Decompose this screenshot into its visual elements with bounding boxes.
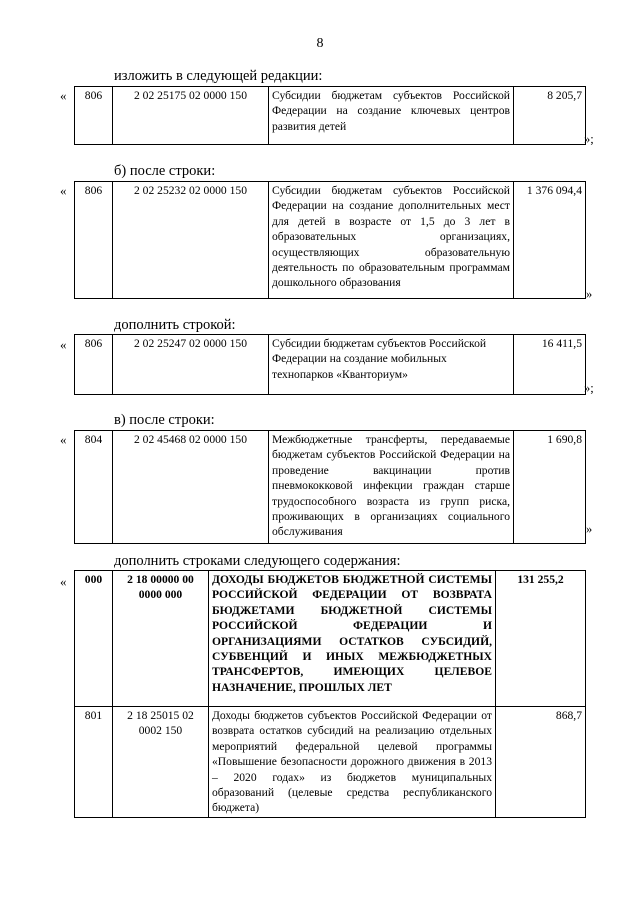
close-quote: »	[586, 287, 593, 301]
code-cell: 804	[75, 431, 113, 544]
description-cell: Субсидии бюджетам субъектов Российской Федерации на создание дополнительных мест для детей в возрасте от 1,5 до 3 лет в образовательных организациях, осуществляющих образовательную деятельность по образовательным программам дошкольного образования	[269, 182, 514, 299]
page-number: 8	[316, 36, 324, 51]
open-quote: «	[60, 183, 67, 198]
code-cell: 806	[75, 182, 113, 299]
kbk-cell: 2 02 45468 02 0000 150	[113, 431, 269, 544]
description-cell: Субсидии бюджетам субъектов Российской Федерации на создание ключевых центров развития детей	[269, 87, 514, 145]
description-cell: Субсидии бюджетам субъектов Российской Федерации на создание мобильных технопарков «Кванториум»	[269, 335, 514, 395]
open-quote: «	[60, 337, 67, 352]
sum-cell: 868,7	[496, 707, 586, 818]
budget-table	[74, 86, 586, 145]
open-quote: «	[60, 432, 67, 447]
close-quote: »;	[584, 132, 594, 146]
kbk-cell: 2 02 25247 02 0000 150	[113, 335, 269, 395]
sum-cell: 1 690,8	[514, 431, 586, 544]
code-cell: 000	[75, 571, 113, 707]
kbk-cell: 2 02 25175 02 0000 150	[113, 87, 269, 145]
section-intro: б) после строки:	[114, 163, 216, 179]
table-row	[75, 87, 586, 145]
code-cell: 801	[75, 707, 113, 818]
section-intro: дополнить строками следующего содержания:	[114, 553, 401, 569]
description-cell: Межбюджетные трансферты, передаваемые бюджетам субъектов Российской Федерации на проведение вакцинации против пневмококковой инфекции граждан старше трудоспособного возраста из групп риска, проживающих в организациях социального обслуживания	[269, 431, 514, 544]
code-cell: 806	[75, 335, 113, 395]
table-row	[75, 707, 586, 818]
budget-table	[74, 570, 586, 818]
sum-cell: 8 205,7	[514, 87, 586, 145]
table-row	[75, 571, 586, 707]
code-cell: 806	[75, 87, 113, 145]
section-intro: дополнить строкой:	[114, 317, 236, 333]
section-intro: изложить в следующей редакции:	[114, 68, 323, 84]
open-quote: «	[60, 88, 67, 103]
description-cell: Доходы бюджетов субъектов Российской Федерации от возврата остатков субсидий на реализацию отдельных мероприятий федеральной целевой программы «Повышение безопасности дорожного движения в 2013 – 2020 годах» из бюджетов муниципальных образований (целевые средства республиканского бюджета)	[209, 707, 496, 818]
table-row	[75, 335, 586, 395]
sum-cell: 16 411,5	[514, 335, 586, 395]
budget-table	[74, 430, 586, 544]
table-row	[75, 431, 586, 544]
open-quote: «	[60, 574, 67, 589]
section-intro: в) после строки:	[114, 412, 215, 428]
budget-table	[74, 334, 586, 395]
kbk-cell: 2 18 00000 00 0000 000	[113, 571, 209, 707]
close-quote: »	[586, 522, 593, 536]
sum-cell: 131 255,2	[496, 571, 586, 707]
kbk-cell: 2 02 25232 02 0000 150	[113, 182, 269, 299]
kbk-cell: 2 18 25015 02 0002 150	[113, 707, 209, 818]
budget-table	[74, 181, 586, 299]
table-row	[75, 182, 586, 299]
description-cell: ДОХОДЫ БЮДЖЕТОВ БЮДЖЕТНОЙ СИСТЕМЫ РОССИЙСКОЙ ФЕДЕРАЦИИ ОТ ВОЗВРАТА БЮДЖЕТАМИ БЮДЖЕТНОЙ СИСТЕМЫ РОССИЙСКОЙ ФЕДЕРАЦИИ И ОРГАНИЗАЦИЯМИ ОСТАТКОВ СУБСИДИЙ, СУБВЕНЦИЙ И ИНЫХ МЕЖБЮДЖЕТНЫХ ТРАНСФЕРТОВ, ИМЕЮЩИХ ЦЕЛЕВОЕ НАЗНАЧЕНИЕ, ПРОШЛЫХ ЛЕТ	[209, 571, 496, 707]
close-quote: »;	[584, 381, 594, 395]
sum-cell: 1 376 094,4	[514, 182, 586, 299]
